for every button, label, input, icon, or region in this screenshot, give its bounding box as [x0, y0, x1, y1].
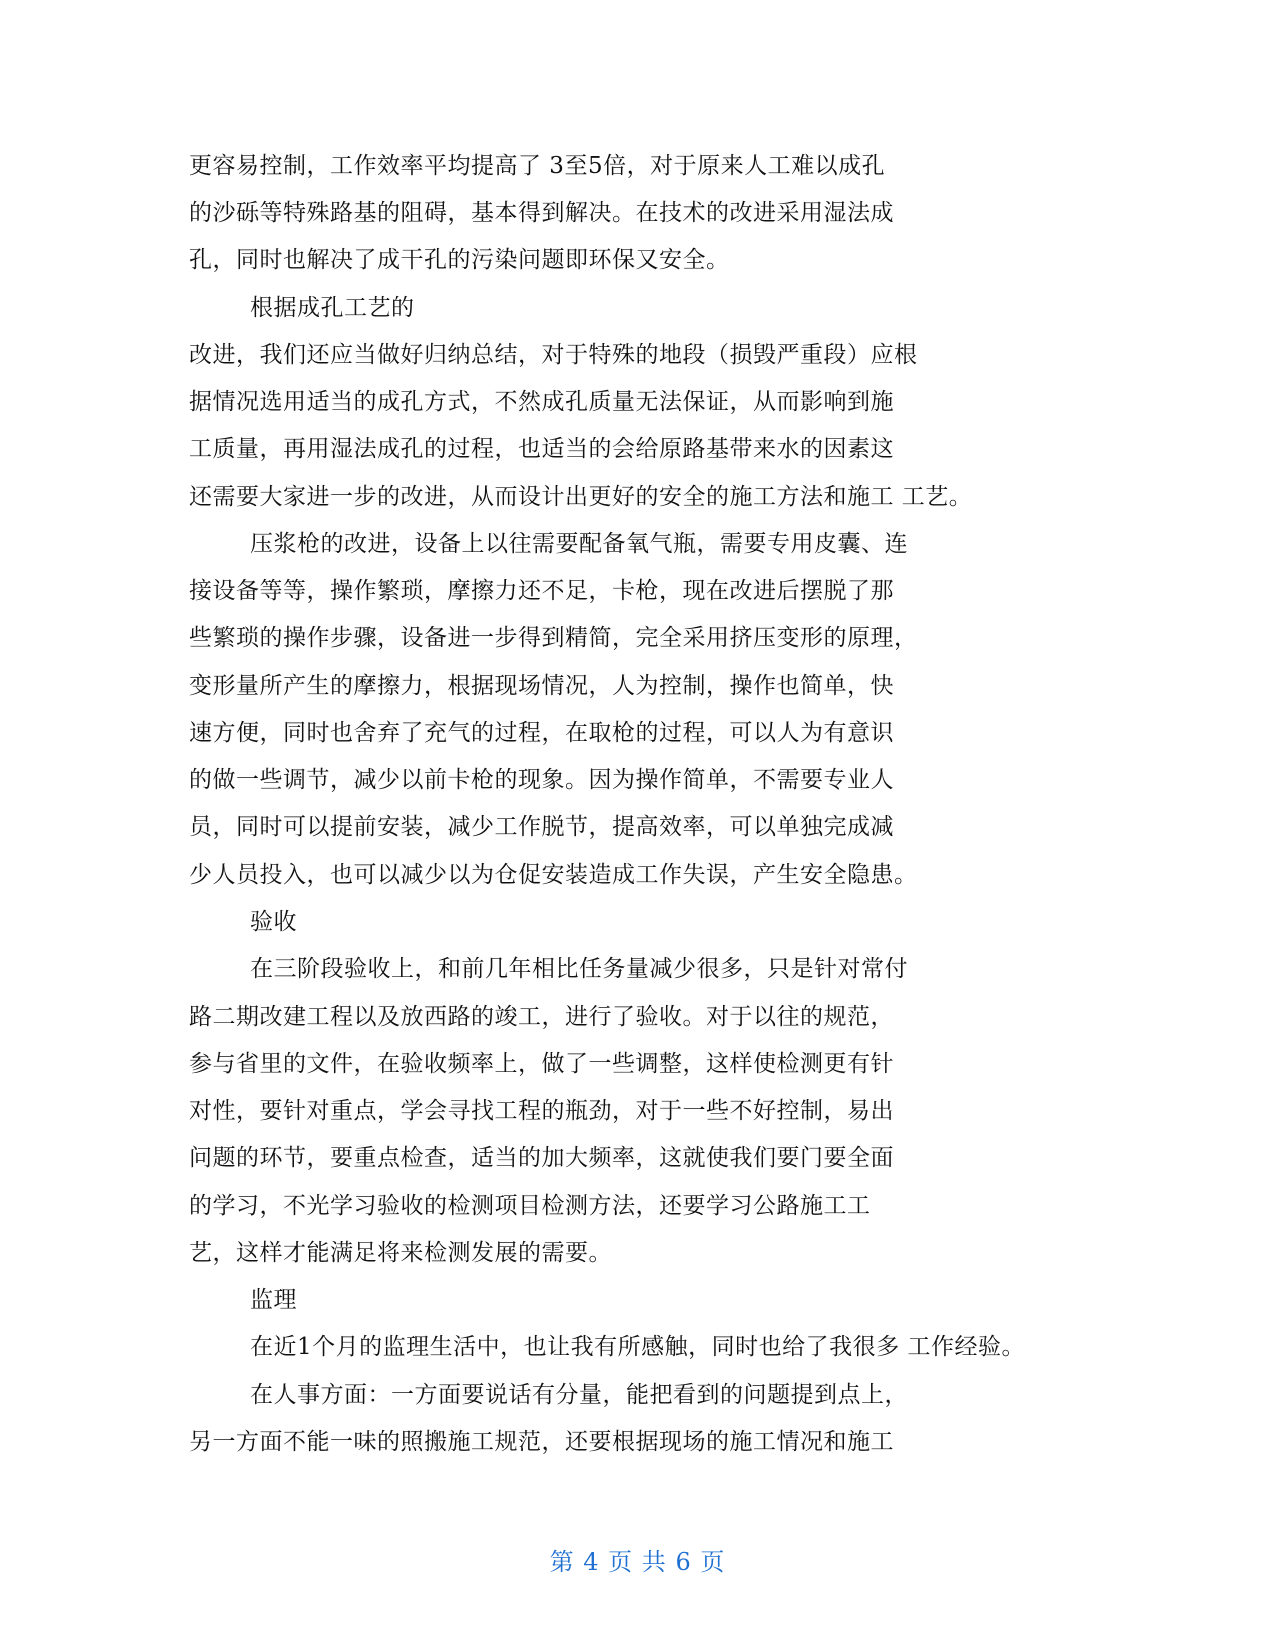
section-heading: 验收	[250, 909, 297, 935]
body-text-line: 根据成孔工艺的	[250, 295, 415, 321]
body-text-line: 改进，我们还应当做好归纳总结，对于特殊的地段（损毁严重段）应根	[189, 342, 918, 368]
body-text-line: 的做一些调节，减少以前卡枪的现象。因为操作简单，不需要专业人	[189, 767, 894, 793]
body-text-line: 据情况选用适当的成孔方式，不然成孔质量无法保证，从而影响到施	[189, 389, 894, 415]
body-text-line: 还需要大家进一步的改进，从而设计出更好的安全的施工方法和施工 工艺。	[189, 484, 973, 510]
body-text-line: 员，同时可以提前安装，减少工作脱节，提高效率，可以单独完成减	[189, 814, 894, 840]
body-text-line: 问题的环节，要重点检查，适当的加大频率，这就使我们要门要全面	[189, 1145, 894, 1171]
body-text-line: 在三阶段验收上，和前几年相比任务量减少很多，只是针对常付	[250, 956, 908, 982]
body-text-line: 接设备等等，操作繁琐，摩擦力还不足，卡枪，现在改进后摆脱了那	[189, 578, 894, 604]
body-text-line: 变形量所产生的摩擦力，根据现场情况，人为控制，操作也简单，快	[189, 673, 894, 699]
body-text-line: 参与省里的文件，在验收频率上，做了一些调整，这样使检测更有针	[189, 1051, 894, 1077]
body-text-line: 路二期改建工程以及放西路的竣工，进行了验收。对于以往的规范，	[189, 1004, 894, 1030]
body-text-line: 些繁琐的操作步骤，设备进一步得到精简，完全采用挤压变形的原理，	[189, 625, 918, 651]
body-text-line: 更容易控制，工作效率平均提高了 3至5倍，对于原来人工难以成孔	[189, 153, 886, 179]
page-number-footer: 第 4 页 共 6 页	[549, 1548, 726, 1576]
body-text-line: 的沙砾等特殊路基的阻碍，基本得到解决。在技术的改进采用湿法成	[189, 200, 894, 226]
body-text-line: 压浆枪的改进，设备上以往需要配备氧气瓶，需要专用皮囊、连	[250, 531, 908, 557]
body-text-line: 速方便，同时也舍弃了充气的过程，在取枪的过程，可以人为有意识	[189, 720, 894, 746]
body-text-line: 的学习，不光学习验收的检测项目检测方法，还要学习公路施工工	[189, 1193, 871, 1219]
body-text-line: 工质量，再用湿法成孔的过程，也适当的会给原路基带来水的因素这	[189, 436, 894, 462]
body-text-line: 艺，这样才能满足将来检测发展的需要。	[189, 1240, 612, 1266]
body-text-line: 孔，同时也解决了成干孔的污染问题即环保又安全。	[189, 247, 730, 273]
body-text-line: 在近1个月的监理生活中，也让我有所感触，同时也给了我很多 工作经验。	[250, 1334, 1025, 1360]
section-heading: 监理	[250, 1287, 297, 1313]
body-text-line: 对性，要针对重点，学会寻找工程的瓶劲，对于一些不好控制，易出	[189, 1098, 894, 1124]
body-text-line: 另一方面不能一味的照搬施工规范，还要根据现场的施工情况和施工	[189, 1429, 894, 1455]
body-text-line: 在人事方面：一方面要说话有分量，能把看到的问题提到点上，	[250, 1382, 908, 1408]
body-text-line: 少人员投入，也可以减少以为仓促安装造成工作失误，产生安全隐患。	[189, 862, 918, 888]
